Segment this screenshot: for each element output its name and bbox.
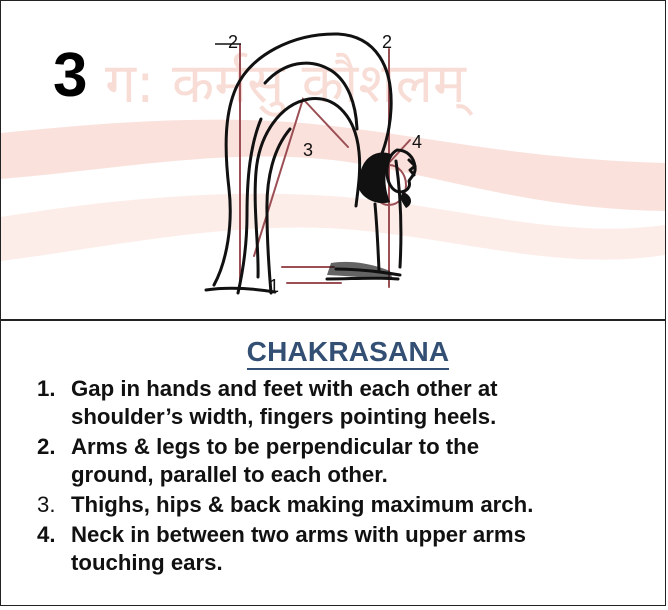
instruction-4-line-1: Neck in between two arms with upper arms: [71, 522, 526, 547]
instruction-number-1: 1.: [37, 376, 56, 401]
pose-title-text: CHAKRASANA: [247, 336, 450, 370]
pose-illustration-panel: [1, 1, 665, 321]
left-foot-base: [206, 288, 275, 292]
instruction-1-line-1: Gap in hands and feet with each other at: [71, 376, 498, 401]
label-neck-four: 4: [412, 132, 423, 152]
watermark-background: [1, 51, 665, 261]
watermark-text: ग: कर्मसु कौशलम्: [105, 51, 466, 115]
instructions-panel: [1, 321, 665, 605]
label-middle-three: 3: [303, 140, 314, 160]
chakrasana-diagram: [1, 1, 665, 319]
label-right-two: 2: [382, 32, 393, 52]
instruction-2-line-2: ground, parallel to each other.: [71, 462, 388, 487]
instruction-3-line-1: Thighs, hips & back making maximum arch.: [71, 492, 534, 517]
step-number: 3: [53, 41, 88, 110]
instruction-2-line-1: Arms & legs to be perpendicular to the: [71, 434, 480, 459]
instruction-list: [37, 375, 665, 579]
pose-title: [1, 335, 668, 369]
instruction-number-4: 4.: [37, 522, 56, 547]
instruction-4-line-2: touching ears.: [71, 550, 223, 575]
label-left-two: 2: [228, 32, 239, 52]
label-bottom-one: 1: [269, 276, 280, 296]
instruction-item-2: [37, 433, 665, 489]
instruction-item-1: [37, 375, 665, 431]
instruction-number-3: 3.: [37, 492, 56, 517]
instruction-1-line-2: shoulder’s width, fingers pointing heels.: [71, 404, 497, 429]
watermark-stripe-lower: [1, 194, 665, 261]
instruction-number-2: 2.: [37, 434, 56, 459]
instruction-item-3: [37, 491, 665, 519]
instruction-item-4: [37, 521, 665, 577]
